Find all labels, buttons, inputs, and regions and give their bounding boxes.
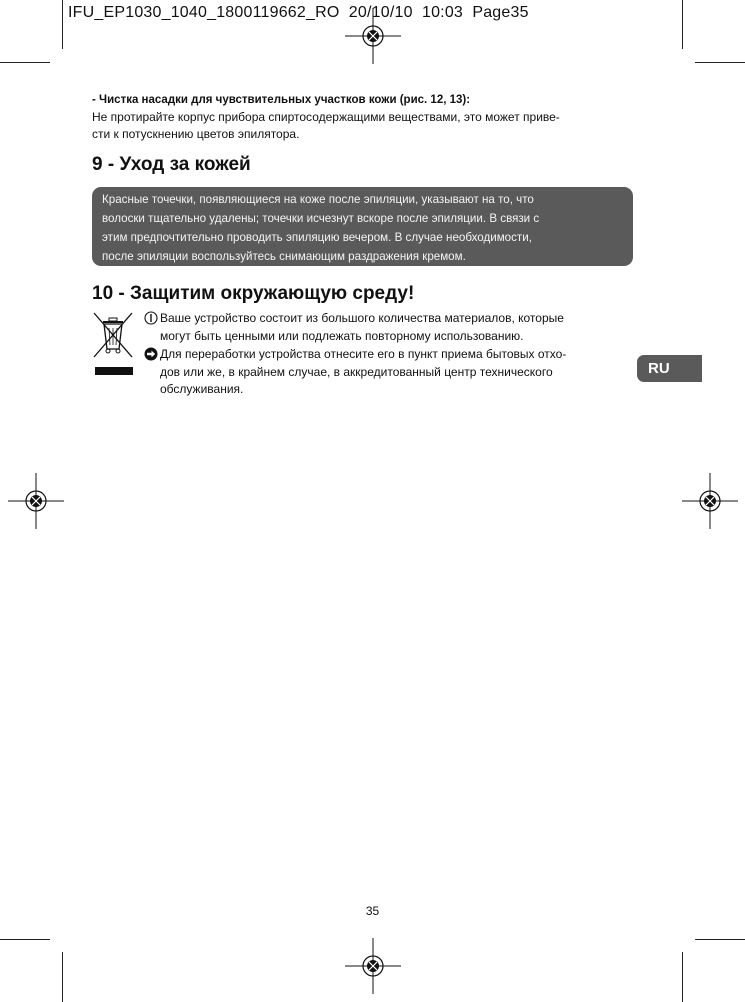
- cleaning-note-line: сти к потускнению цветов эпилятора.: [92, 127, 300, 141]
- section-10-heading: 10 - Защитим окружающую среду!: [92, 283, 415, 304]
- skin-care-line: этим предпочтительно проводить эпиляцию вечером. В случае необходимости,: [102, 231, 532, 244]
- crop-mark: [0, 939, 50, 940]
- info-icon: [144, 311, 158, 325]
- environment-item: [144, 310, 634, 345]
- slug-file: IFU_EP1030_1040_1800119662_RO: [68, 4, 340, 21]
- crop-mark: [62, 952, 63, 1002]
- language-tab: RU: [637, 355, 702, 382]
- section-9-heading: 9 - Уход за кожей: [92, 154, 251, 175]
- slug-page: Page35: [472, 4, 529, 21]
- print-slug: [68, 4, 529, 22]
- cleaning-note-line: Не протирайте корпус прибора спиртосодержащими веществами, это может приве-: [92, 110, 560, 124]
- skin-care-line: волоски тщательно удалены; точечки исчезнут вскоре после эпиляции. В связи с: [102, 212, 540, 225]
- registration-mark-icon: [345, 938, 401, 994]
- environment-item: [144, 346, 634, 399]
- registration-mark-icon: [682, 473, 738, 529]
- crop-mark: [695, 939, 745, 940]
- arrow-right-circle-icon: [144, 347, 158, 361]
- cleaning-note-title: - Чистка насадки для чувствительных участков кожи (рис. 12, 13):: [92, 94, 471, 106]
- environment-line: могут быть ценными или подлежать повторному использованию.: [160, 328, 524, 343]
- crop-mark: [695, 62, 745, 63]
- crop-mark: [62, 0, 63, 49]
- environment-line: Ваше устройство состоит из большого количества материалов, которые: [160, 311, 564, 325]
- skin-care-line: после эпиляции воспользуйтесь снимающим раздражения кремом.: [102, 250, 466, 263]
- environment-line: обслуживания.: [160, 382, 244, 396]
- page-number: 35: [365, 904, 380, 918]
- crop-mark: [682, 0, 683, 49]
- crop-mark: [0, 62, 50, 63]
- registration-mark-icon: [345, 8, 401, 64]
- registration-mark-icon: [8, 473, 64, 529]
- slug-date: 20/10/10: [348, 4, 413, 21]
- skin-care-line: Красные точечки, появляющиеся на коже после эпиляции, указывают на то, что: [102, 193, 534, 206]
- bin-underline-bar: [95, 367, 133, 375]
- crop-mark: [682, 952, 683, 1002]
- skin-care-box: [92, 187, 633, 266]
- cleaning-note-body: [92, 109, 632, 143]
- environment-line: Для переработки устройства отнесите его в пункт приема бытовых отхо-: [160, 347, 567, 361]
- slug-time: 10:03: [421, 4, 464, 21]
- environment-line: дов или же, в крайнем случае, в аккредитованный центр технического: [160, 364, 553, 379]
- crossed-out-bin-icon: [92, 311, 134, 359]
